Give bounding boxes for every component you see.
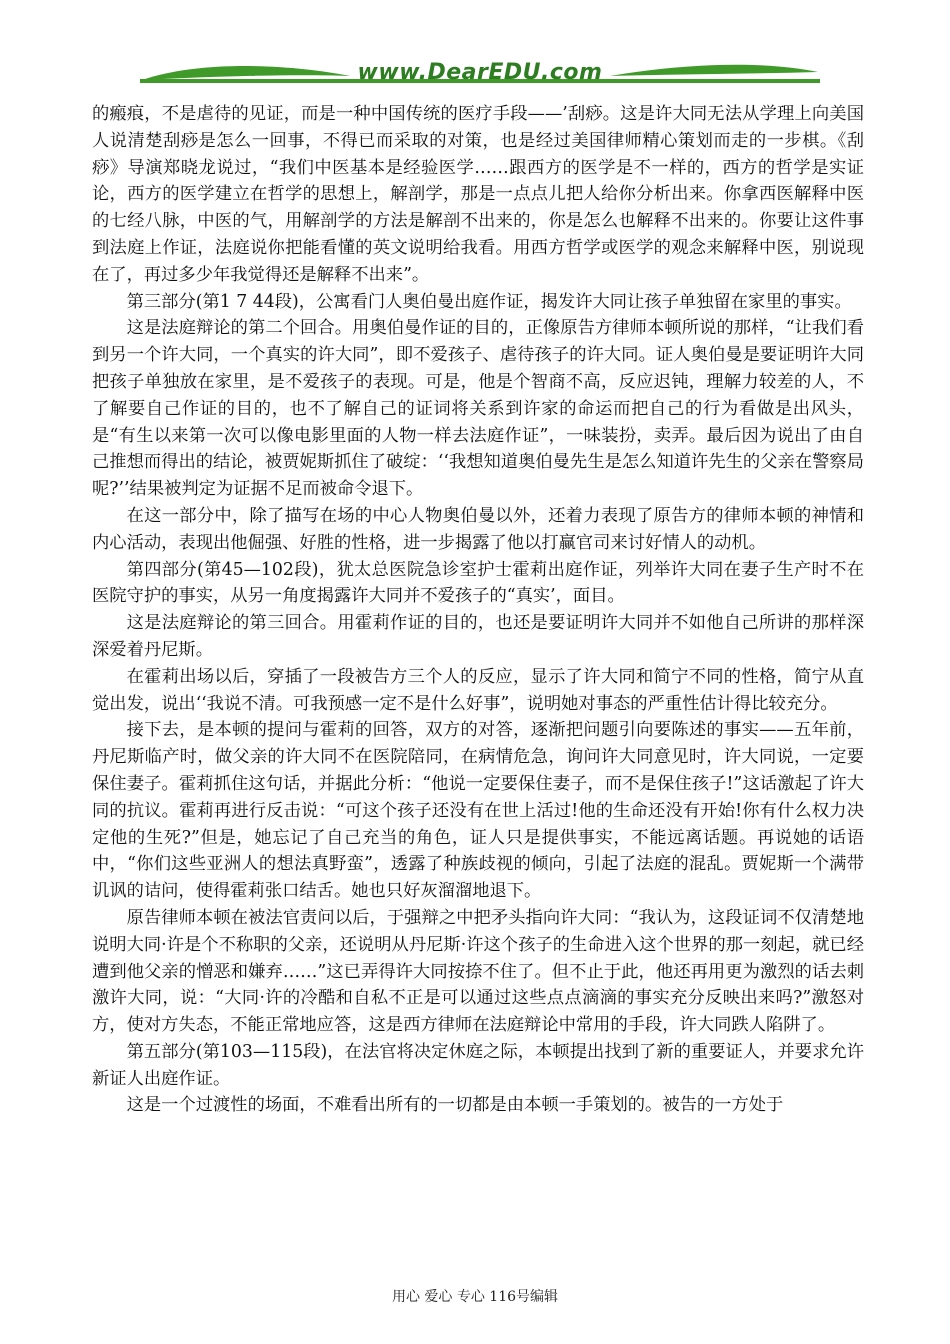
site-logo-text: www.DearEDU.com [357,60,603,85]
paragraph: 这是法庭辩论的第二个回合。用奥伯曼作证的目的，正像原告方律师本顿所说的那样，“让我们看到另一个许大同，一个真实的许大同”，即不爱孩子、虐待孩子的许大同。证人奥伯曼是要证明许大同把孩子单独放在家里，是不爱孩子的表现。可是，他是个智商不高，反应迟钝，理解力较差的人，不了解要自己作证的目的，也不了解自己的证词将关系到许家的命运而把自己的行为看做是出风头，是“有生以来第一次可以像电影里面的人物一样去法庭作证”，一味装扮，卖弄。最后因为说出了由自己推想而得出的结论，被贾妮斯抓住了破绽：‘‘我想知道奥伯曼先生是怎么知道许先生的父亲在警察局呢?’’结果被判定为证据不足而被命令退下。 [92,318,864,500]
paragraph-continued: 的瘢痕，不是虐待的见证，而是一种中国传统的医疗手段——’刮痧。这是许大同无法从学理上向美国人说清楚刮痧是怎么一回事，不得已而采取的对策，也是经过美国律师精心策划而走的一步棋。《刮痧》导演郑晓龙说过，“我们中医基本是经验医学……跟西方的医学是不一样的，西方的哲学是实证论，西方的医学建立在哲学的思想上，解剖学，那是一点点儿把人给你分析出来。你拿西医解释中医的七经八脉，中医的气，用解剖学的方法是解剖不出来的，你是怎么也解释不出来的。你要让这件事到法庭上作证，法庭说你把能看懂的英文说明给我看。用西方哲学或医学的观念来解释中医，别说现在了，再过多少年我觉得还是解释不出来”。 [92,104,864,285]
site-header [140,52,820,100]
paragraph: 在霍莉出场以后，穿插了一段被告方三个人的反应，显示了许大同和简宁不同的性格，简宁从直觉出发，说出‘‘我说不清。可我预感一定不是什么好事”，说明她对事态的严重性估计得比较充分。 [92,666,864,714]
paragraph: 原告律师本顿在被法官责问以后，于强辩之中把矛头指向许大同：“我认为，这段证词不仅清楚地说明大同·许是个不称职的父亲，还说明从丹尼斯·许这个孩子的生命进入这个世界的那一刻起，就已经遭到他父亲的憎恶和嫌弃……”这已弄得许大同按捺不住了。但不止于此，他还再用更为激烈的话去刺激许大同，说：“大同·许的冷酷和自私不正是可以通过这些点点滴滴的事实充分反映出来吗?”激怒对方，使对方失态，不能正常地应答，这是西方律师在法庭辩论中常用的手段，许大同跌人陷阱了。 [92,907,864,1036]
paragraph: 第五部分(第103—115段)，在法官将决定休庭之际，本顿提出找到了新的重要证人，并要求允许新证人出庭作证。 [92,1041,864,1089]
paragraph: 在这一部分中，除了描写在场的中心人物奥伯曼以外，还着力表现了原告方的律师本顿的神情和内心活动，表现出他倔强、好胜的性格，进一步揭露了他以打赢官司来讨好情人的动机。 [92,505,864,553]
paragraph: 这是法庭辩论的第三回合。用霍莉作证的目的，也还是要证明许大同并不如他自己所讲的那样深深爱着丹尼斯。 [92,613,864,660]
paragraph: 第四部分(第45—102段)，犹太总医院急诊室护士霍莉出庭作证，列举许大同在妻子生产时不在医院守护的事实，从另一角度揭露许大同并不爱孩子的“真实’，面目。 [92,559,864,607]
page-footer: 用心 爱心 专心 116号编辑 [391,1289,559,1305]
article-body [92,101,864,1119]
paragraph: 这是一个过渡性的场面，不难看出所有的一切都是由本顿一手策划的。被告的一方处于 [126,1095,784,1116]
paragraph: 接下去，是本顿的提问与霍莉的回答，双方的对答，逐渐把问题引向要陈述的事实——五年前，丹尼斯临产时，做父亲的许大同不在医院陪同，在病情危急，询问许大同意见时，许大同说，一定要保住妻子。霍莉抓住这句话，并据此分析：“他说一定要保住妻子，而不是保住孩子!”这话激起了许大同的抗议。霍莉再进行反击说：“可这个孩子还没有在世上活过!他的生命还没有开始!你有什么权力决定他的生死?”但是，她忘记了自己充当的角色，证人只是提供事实，不能远离话题。再说她的话语中，“你们这些亚洲人的想法真野蛮”，透露了种族歧视的倾向，引起了法庭的混乱。贾妮斯一个满带讥讽的诘问，使得霍莉张口结舌。她也只好灰溜溜地退下。 [92,720,864,902]
paragraph: 第三部分(第1 7 44段)，公寓看门人奥伯曼出庭作证，揭发许大同让孩子单独留在家里的事实。 [126,291,852,312]
